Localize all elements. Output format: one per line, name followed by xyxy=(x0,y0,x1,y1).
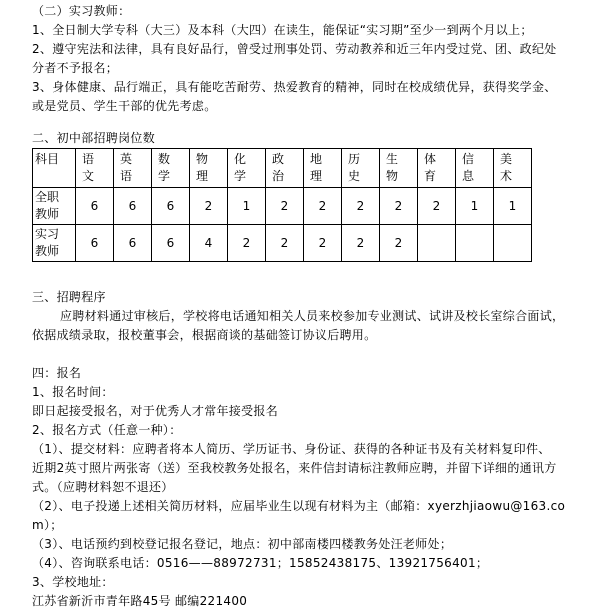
value-cell: 1 xyxy=(494,188,532,225)
school-address-label: 3、学校地址： xyxy=(32,575,114,589)
value-cell: 6 xyxy=(114,188,152,225)
value-cell xyxy=(418,225,456,262)
value-cell: 2 xyxy=(266,188,304,225)
value-cell: 1 xyxy=(228,188,266,225)
registration-method-label: 2、报名方式（任意一种）： xyxy=(32,423,182,437)
section-heading-registration: 四：报名 xyxy=(32,366,82,380)
school-address: 江苏省新沂市青年路45号 邮编221400 xyxy=(32,594,248,608)
procedure-text-cont: 依据成绩录取，报校董事会，根据商谈的基础签订协议后聘用。 xyxy=(32,328,377,342)
subject-cell: 化 学 xyxy=(228,149,266,188)
requirement-2: 2、遵守宪法和法律，具有良好品行，曾受过刑事处罚、劳动教养和近三年内受过党、团、政纪处 xyxy=(32,42,557,56)
subject-cell: 语 文 xyxy=(76,149,114,188)
row-label-cell: 实习 教师 xyxy=(33,225,76,262)
value-cell: 2 xyxy=(418,188,456,225)
subject-cell: 物 理 xyxy=(190,149,228,188)
value-cell: 6 xyxy=(152,225,190,262)
value-cell xyxy=(494,225,532,262)
registration-time-text: 即日起接受报名，对于优秀人才常年接受报名 xyxy=(32,404,279,418)
method-3: （3）、电话预约到校登记报名登记，地点：初中部南楼四楼教务处汪老师处； xyxy=(32,537,453,551)
table-row-fulltime xyxy=(33,188,532,225)
subject-cell: 美 术 xyxy=(494,149,532,188)
value-cell: 2 xyxy=(342,225,380,262)
value-cell: 6 xyxy=(76,188,114,225)
table-row-intern xyxy=(33,225,532,262)
subject-cell: 数 学 xyxy=(152,149,190,188)
requirement-1: 1、全日制大学专科（大三）及本科（大四）在读生，能保证“实习期”至少一到两个月以上； xyxy=(32,23,533,37)
table-header-row xyxy=(33,149,532,188)
method-2: （2）、电子投递上述相关简历材料，应届毕业生以现有材料为主（邮箱：xyerzhjiaowu@163.co xyxy=(32,499,566,513)
value-cell: 2 xyxy=(304,188,342,225)
registration-time-label: 1、报名时间： xyxy=(32,385,114,399)
value-cell: 2 xyxy=(304,225,342,262)
value-cell: 2 xyxy=(190,188,228,225)
requirement-3: 3、身体健康、品行端正，具有能吃苦耐劳、热爱教育的精神，同时在校成绩优异，获得奖学金、 xyxy=(32,80,557,94)
value-cell: 6 xyxy=(114,225,152,262)
subject-cell: 英 语 xyxy=(114,149,152,188)
value-cell: 2 xyxy=(380,225,418,262)
value-cell: 1 xyxy=(456,188,494,225)
procedure-text: 应聘材料通过审核后，学校将电话通知相关人员来校参加专业测试、试讲及校长室综合面试， xyxy=(60,309,565,323)
method-1-cont-2: 式。（应聘材料恕不退还） xyxy=(32,480,174,494)
section-heading-positions: 二、初中部招聘岗位数 xyxy=(32,131,156,145)
value-cell: 6 xyxy=(76,225,114,262)
requirement-3-cont: 或是党员、学生干部的优先考虑。 xyxy=(32,99,217,113)
section-heading-intern-teachers: （二）实习教师： xyxy=(32,4,131,18)
value-cell: 4 xyxy=(190,225,228,262)
subject-cell: 生 物 xyxy=(380,149,418,188)
value-cell: 2 xyxy=(342,188,380,225)
section-heading-procedure: 三、招聘程序 xyxy=(32,290,106,304)
positions-table xyxy=(32,148,532,262)
requirement-2-cont: 分者不予报名； xyxy=(32,61,119,75)
method-4-phone: （4）、咨询联系电话：0516——88972731；15852438175、13921756401； xyxy=(32,556,489,570)
row-label-cell: 全职 教师 xyxy=(33,188,76,225)
value-cell: 6 xyxy=(152,188,190,225)
value-cell: 2 xyxy=(228,225,266,262)
method-1: （1）、提交材料：应聘者将本人简历、学历证书、身份证、获得的各种证书及有关材料复印件、 xyxy=(32,442,551,456)
subject-cell: 体 育 xyxy=(418,149,456,188)
method-1-cont: 近期2英寸照片两张寄（送）至我校教务处报名，来件信封请标注教师应聘，并留下详细的通讯方 xyxy=(32,461,557,475)
value-cell: 2 xyxy=(380,188,418,225)
subject-cell: 地 理 xyxy=(304,149,342,188)
subject-cell: 历 史 xyxy=(342,149,380,188)
table-corner-cell: 科目 xyxy=(33,149,76,188)
value-cell: 2 xyxy=(266,225,304,262)
value-cell xyxy=(456,225,494,262)
subject-cell: 信 息 xyxy=(456,149,494,188)
subject-cell: 政 治 xyxy=(266,149,304,188)
method-2-cont: m）； xyxy=(32,518,63,532)
